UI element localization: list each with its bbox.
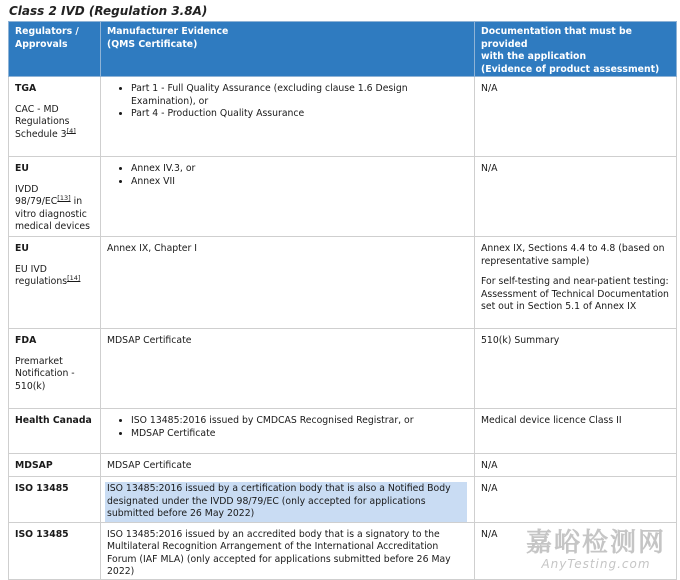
regulator-detail: EU IVD regulations[14] <box>15 263 81 287</box>
regulator-cell <box>9 409 101 454</box>
regulator-detail: Premarket Notification - 510(k) <box>15 355 75 392</box>
documentation-cell: Annex IX, Sections 4.4 to 4.8 (based on representative sample) For self-testing and near-patient testing: Assessment of Technical Documentation set out in Section 5.1 of Annex IX <box>475 237 677 329</box>
documentation-cell: 510(k) Summary <box>475 329 677 409</box>
evidence-cell <box>101 409 475 454</box>
table-row-health-canada <box>9 409 677 454</box>
table-row-eu-ivd <box>9 237 677 329</box>
evidence-cell <box>101 477 475 523</box>
watermark-english: AnyTesting.com <box>541 557 651 571</box>
regulators-table <box>8 21 677 580</box>
list-item: • Part 4 - Production Quality Assurance <box>131 108 468 121</box>
regulator-cell <box>9 522 101 579</box>
list-item: • MDSAP Certificate <box>131 428 468 441</box>
regulator-cell <box>9 77 101 157</box>
regulator-name: TGA <box>15 83 37 94</box>
regulator-cell <box>9 477 101 523</box>
regulator-name: Health Canada <box>15 415 92 426</box>
regulator-name: MDSAP <box>15 460 53 471</box>
evidence-cell <box>101 77 475 157</box>
regulator-cell <box>9 157 101 237</box>
evidence-cell: MDSAP Certificate <box>101 329 475 409</box>
documentation-cell: N/A <box>475 77 677 157</box>
list-item: • ISO 13485:2016 issued by CMDCAS Recognised Registrar, or <box>131 415 468 428</box>
evidence-cell <box>101 157 475 237</box>
footnote-ref-link[interactable]: [13] <box>57 193 71 202</box>
regulator-name: EU <box>15 163 29 174</box>
footnote-ref-link[interactable]: [14] <box>67 273 81 282</box>
regulator-cell <box>9 454 101 477</box>
documentation-cell: N/A <box>475 454 677 477</box>
table-caption: Class 2 IVD (Regulation 3.8A) <box>9 4 208 18</box>
documentation-cell: N/A <box>475 522 677 579</box>
regulator-detail: CAC - MD Regulations Schedule 3[4] <box>15 103 76 140</box>
documentation-cell: Medical device licence Class II <box>475 409 677 454</box>
evidence-cell: MDSAP Certificate <box>101 454 475 477</box>
table-header-row <box>9 22 677 77</box>
regulator-name: EU <box>15 243 29 254</box>
regulator-cell <box>9 237 101 329</box>
table-row-fda <box>9 329 677 409</box>
regulator-cell <box>9 329 101 409</box>
table-row-mdsap <box>9 454 677 477</box>
table-row-eu-ivdd <box>9 157 677 237</box>
footnote-ref-link[interactable]: [4] <box>66 126 76 135</box>
header-manufacturer-evidence: Manufacturer Evidence (QMS Certificate) <box>101 22 475 77</box>
watermark-chinese: 嘉峪检测网 <box>525 528 666 558</box>
regulator-name: ISO 13485 <box>15 528 69 540</box>
regulator-name: ISO 13485 <box>15 483 69 494</box>
highlighted-text[interactable]: ISO 13485:2016 issued by a certification body that is also a Notified Body designated under the IVDD 98/79/EC (only accepted for applications submitted before 26 May 2022) <box>105 482 467 522</box>
table-row-iso13485-notified <box>9 477 677 523</box>
regulator-name: FDA <box>15 335 37 346</box>
evidence-cell: Annex IX, Chapter I <box>101 237 475 329</box>
regulator-detail: IVDD 98/79/EC[13] in vitro diagnostic medical devices <box>15 183 90 232</box>
evidence-cell: ISO 13485:2016 issued by an accredited body that is a signatory to the Multilateral Recognition Arrangement of the International Accreditation Forum (IAF MLA) (only accepted for applications submitted before 26 May 2022) <box>101 522 475 579</box>
list-item: • Annex VII <box>131 176 468 189</box>
documentation-cell: N/A <box>475 477 677 523</box>
header-documentation: Documentation that must be provided with the application (Evidence of product assessment) <box>475 22 677 77</box>
watermark <box>526 529 666 571</box>
list-item: • Annex IV.3, or <box>131 163 468 176</box>
documentation-cell: N/A <box>475 157 677 237</box>
table-row-tga <box>9 77 677 157</box>
header-regulators: Regulators / Approvals <box>9 22 101 77</box>
list-item: • Part 1 - Full Quality Assurance (excluding clause 1.6 Design Examination), or <box>131 83 468 108</box>
